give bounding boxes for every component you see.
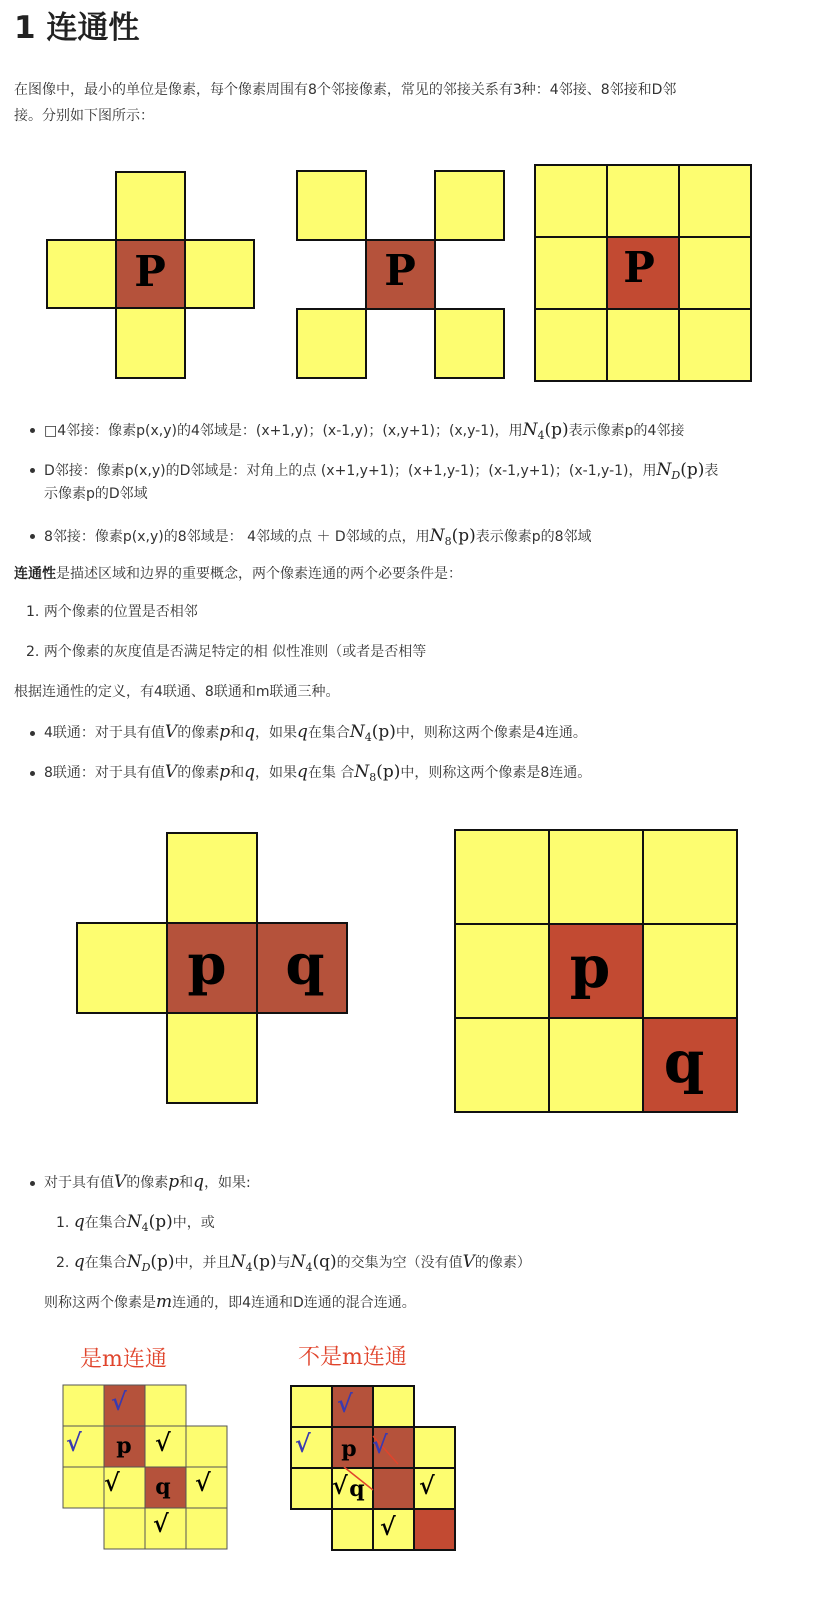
pixel-q-label: q — [285, 932, 325, 998]
check-mark: √ — [111, 1387, 127, 1416]
condition-1: 1. 两个像素的位置是否相邻 — [26, 604, 198, 620]
check-mark: √ — [419, 1471, 435, 1500]
eight-connected-diagram — [455, 830, 737, 1112]
pixel-q-label: q — [663, 1028, 705, 1096]
page-title: 1 连通性 — [14, 10, 140, 46]
list-item-4-connected: 4联通：对于具有值V的像素p和q，如果q在集合$N_4(p)$中，则称这两个像素是4连通。 — [44, 722, 587, 744]
pixel-p-label: P — [384, 246, 416, 295]
list-bullet — [30, 1181, 35, 1186]
m-connectivity-figure — [0, 1340, 829, 1600]
list-bullet — [30, 468, 35, 473]
check-mark: √ — [104, 1468, 120, 1497]
pixel-p-label: P — [623, 243, 655, 292]
check-mark: √ — [337, 1389, 353, 1418]
four-adjacency-diagram — [47, 172, 254, 378]
intro-line-1: 在图像中，最小的单位是像素，每个像素周围有8个邻接像素，常见的邻接关系有3种：4邻接、8邻接和D邻 — [14, 82, 677, 98]
is-m-connected-diagram — [63, 1347, 227, 1549]
list-item-4-adjacency: □4邻接：像素p(x,y)的4邻域是：(x+1,y)；(x-1,y)；(x,y+1)；(x,y-1)，用$N_4(p)$表示像素p的4邻接 — [44, 420, 685, 442]
connectivity-figure — [0, 820, 829, 1120]
pixel-q-label: q — [155, 1474, 171, 1500]
list-item-d-adjacency: D邻接：像素p(x,y)的D邻域是：对角上的点 (x+1,y+1)；(x+1,y-1)；(x-1,y+1)；(x-1,y-1)，用$N_D(p)$表 — [44, 460, 719, 482]
check-mark: √ — [332, 1471, 348, 1500]
list-item-d-adjacency-cont: 示像素p的D邻域 — [44, 486, 148, 502]
caption-is-m-connected: 是m连通 — [80, 1347, 167, 1372]
connectivity-definition: 连通性是描述区域和边界的重要概念，两个像素连通的两个必要条件是： — [14, 566, 462, 582]
adjacency-figure — [0, 160, 829, 400]
list-item-8-adjacency: 8邻接：像素p(x,y)的8邻域是： 4邻域的点 ＋ D邻域的点，用$N_8(p)$表示像素p的8邻域 — [44, 526, 592, 548]
check-mark: √ — [195, 1468, 211, 1497]
condition-2: 2. 两个像素的灰度值是否满足特定的相 似性准则（或者是否相等 — [26, 644, 427, 660]
check-mark: √ — [155, 1428, 171, 1457]
list-bullet — [30, 731, 35, 736]
pixel-p-label: p — [116, 1433, 132, 1459]
pixel-p-label: p — [341, 1436, 357, 1462]
pixel-q-label: q — [349, 1476, 365, 1502]
pixel-p-label: p — [569, 933, 611, 1001]
pixel-p-label: P — [134, 247, 166, 296]
four-connected-diagram — [77, 833, 347, 1103]
types-intro: 根据连通性的定义，有4联通、8联通和m联通三种。 — [14, 684, 340, 700]
m-conclusion: 则称这两个像素是m连通的，即4连通和D连通的混合连通。 — [44, 1292, 416, 1312]
m-connected-intro: 对于具有值V的像素p和q，如果: — [44, 1172, 251, 1192]
check-mark: √ — [372, 1430, 388, 1459]
not-m-connected-diagram — [291, 1345, 455, 1550]
list-bullet — [30, 428, 35, 433]
check-mark: √ — [295, 1429, 311, 1458]
m-condition-1: 1. q在集合$N_4(p)$中，或 — [56, 1212, 215, 1234]
check-mark: √ — [380, 1512, 396, 1541]
list-bullet — [30, 534, 35, 539]
d-adjacency-diagram — [297, 171, 504, 378]
pixel-p-label: p — [187, 932, 227, 998]
list-item-8-connected: 8联通：对于具有值V的像素p和q，如果q在集 合$N_8(p)$中，则称这两个像素是8连通。 — [44, 762, 592, 784]
list-bullet — [30, 771, 35, 776]
m-condition-2: 2. q在集合$N_D(p)$中，并且$N_4(p)$与$N_4(q)$的交集为空（没有值V的像素） — [56, 1252, 531, 1274]
intro-line-2: 接。分别如下图所示： — [14, 108, 154, 124]
caption-not-m-connected: 不是m连通 — [298, 1345, 407, 1370]
check-mark: √ — [153, 1509, 169, 1538]
eight-adjacency-diagram — [535, 165, 751, 381]
check-mark: √ — [66, 1428, 82, 1457]
